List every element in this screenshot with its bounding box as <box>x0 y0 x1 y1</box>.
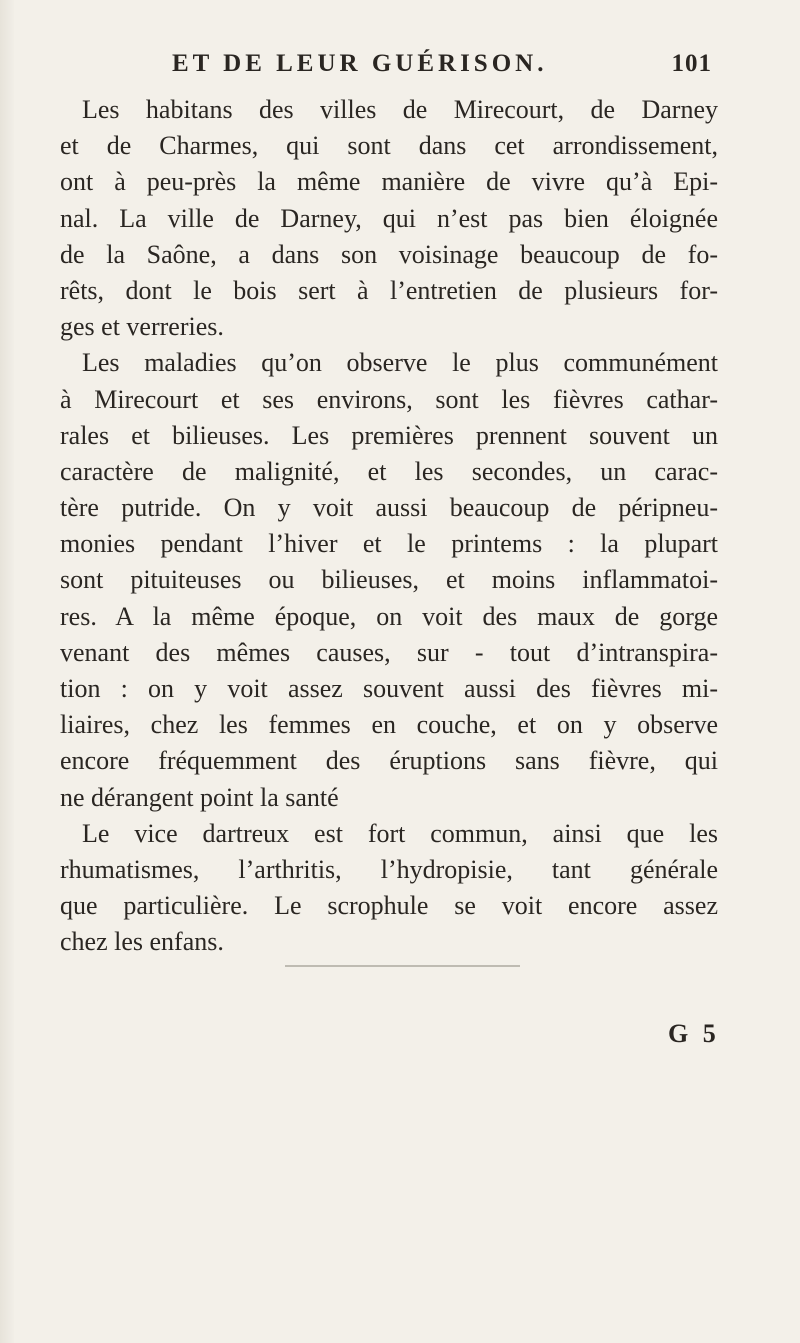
text-line: Les habitans des villes de Mirecourt, de Darney <box>82 95 718 124</box>
text-line: à Mirecourt et ses environs, sont les fièvres cathar- <box>60 384 718 414</box>
text-line: chez les enfans. <box>60 927 224 957</box>
text-line: caractère de malignité, et les secondes, un carac- <box>60 456 718 486</box>
text-line: Le vice dartreux est fort commun, ainsi que les <box>82 818 718 848</box>
body-text <box>60 92 718 961</box>
text-line: tère putride. On y voit aussi beaucoup de péripneu- <box>60 493 718 523</box>
text-line: rhumatismes, l’arthritis, l’hydropisie, tant générale <box>60 854 718 884</box>
text-line: et de Charmes, qui sont dans cet arrondissement, <box>60 131 718 161</box>
running-title: ET DE LEUR GUÉRISON. <box>172 50 548 77</box>
text-line: venant des mêmes causes, sur - tout d’intranspira- <box>60 637 718 667</box>
text-line: ges et verreries. <box>60 312 224 342</box>
text-line: ne dérangent point la santé <box>60 782 339 812</box>
text-line: encore fréquemment des éruptions sans fièvre, qui <box>60 746 718 776</box>
text-line: sont pituiteuses ou bilieuses, et moins inflammatoi- <box>60 565 718 595</box>
page-gutter <box>0 0 14 1343</box>
text-line: de la Saône, a dans son voisinage beaucoup de fo- <box>60 239 718 269</box>
text-line: rales et bilieuses. Les premières prennent souvent un <box>60 420 718 450</box>
signature-mark: G 5 <box>668 1019 720 1048</box>
text-line: liaires, chez les femmes en couche, et on y observe <box>60 710 718 740</box>
text-line: que particulière. Le scrophule se voit encore assez <box>60 891 718 921</box>
text-line: monies pendant l’hiver et le printems : la plupart <box>60 529 718 559</box>
text-line: tion : on y voit assez souvent aussi des fièvres mi- <box>60 674 718 703</box>
running-header <box>172 50 712 86</box>
ink-mark <box>285 965 520 967</box>
text-line: Les maladies qu’on observe le plus communément <box>82 348 718 378</box>
text-line: nal. La ville de Darney, qui n’est pas bien éloignée <box>60 203 718 233</box>
text-line: rêts, dont le bois sert à l’entretien de plusieurs for- <box>60 275 718 305</box>
text-line: ont à peu-près la même manière de vivre qu’à Epi- <box>60 167 718 197</box>
text-line: res. A la même époque, on voit des maux de gorge <box>60 601 718 631</box>
page-number: 101 <box>671 50 712 77</box>
